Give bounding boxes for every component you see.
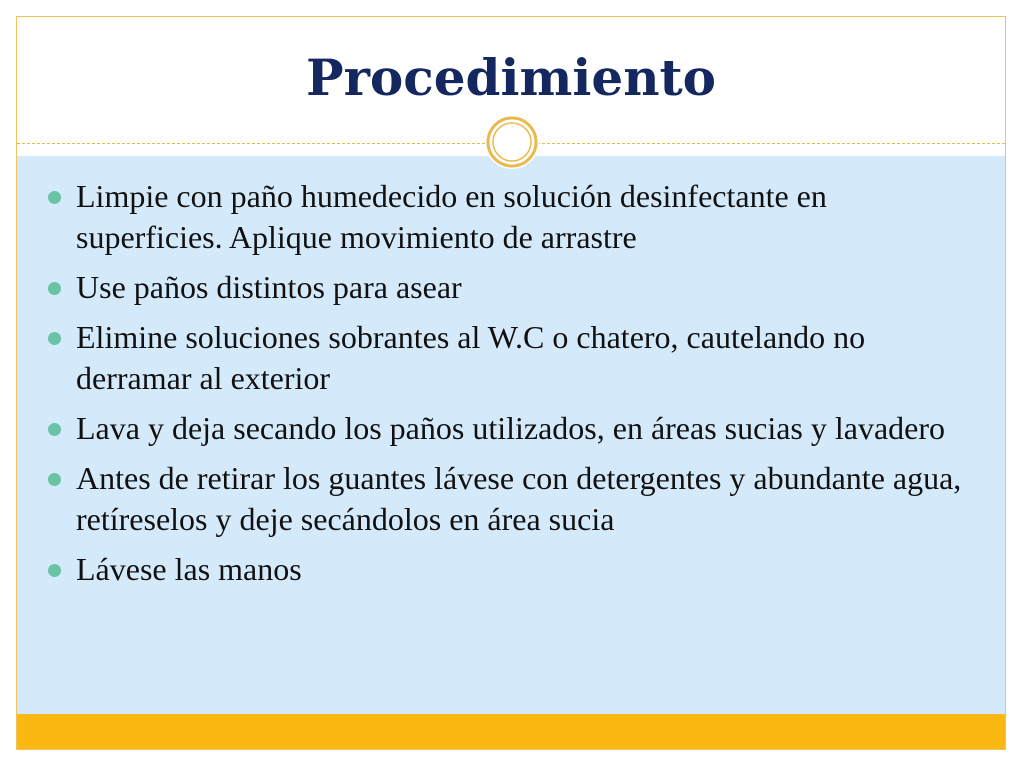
circle-bullet-icon (48, 423, 61, 436)
list-item (46, 267, 976, 308)
gold-ring-icon (484, 114, 540, 170)
circle-bullet-icon (48, 564, 61, 577)
circle-bullet-icon (48, 332, 61, 345)
list-item (46, 408, 976, 449)
circle-bullet-icon (48, 191, 61, 204)
list-item (46, 317, 976, 399)
bullet-text: Lava y deja secando los paños utilizados, en áreas sucias y lavadero (76, 410, 946, 446)
list-item (46, 458, 976, 540)
bullet-text: Lávese las manos (76, 551, 302, 587)
circle-bullet-icon (48, 473, 61, 486)
slide-title: Procedimiento (305, 48, 716, 107)
circle-bullet-icon (48, 282, 61, 295)
bullet-text: Elimine soluciones sobrantes al W.C o chatero, cautelando no derramar al exterior (76, 319, 866, 396)
bullet-text: Antes de retirar los guantes lávese con detergentes y abundante agua, retíreselos y deje secándolos en área sucia (76, 460, 962, 537)
bottom-bar (17, 714, 1005, 749)
bullet-list (46, 176, 976, 599)
bullet-text: Use paños distintos para asear (76, 269, 462, 305)
list-item (46, 176, 976, 258)
bullet-text: Limpie con paño humedecido en solución desinfectante en superficies. Aplique movimiento de arrastre (76, 178, 827, 255)
list-item (46, 549, 976, 590)
